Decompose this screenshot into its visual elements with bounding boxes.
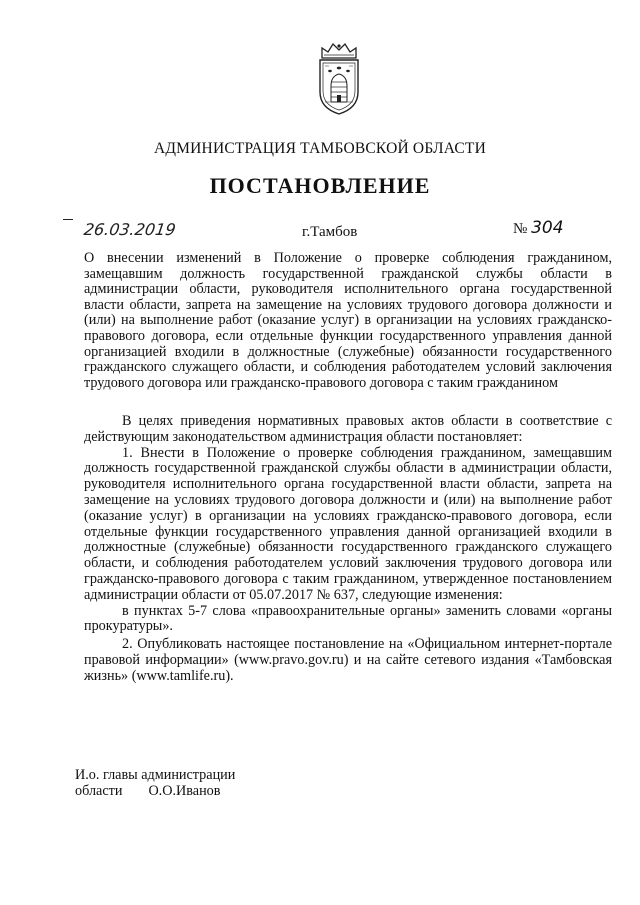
item-2-paragraph: 2. Опубликовать настоящее постановление на «Официальном интернет-портале правовой информации» (www.pravo.gov.ru) и на сайте сетевого издания «Тамбовская жизнь» (www.tamlife.ru). (84, 636, 612, 684)
signatory-position-line1: И.о. главы администрации (75, 767, 236, 783)
coat-of-arms-icon (314, 40, 364, 116)
document-subject: О внесении изменений в Положение о проверке соблюдения гражданином, замещавшим должность государственной гражданской службы области в администрации области, руководителя исполнительного органа государственной власти области, запрета на замещение на условиях трудового договора должности и (или) на выполнение работ (оказание услуг) в организации на условиях гражданско-правового договора, если отдельные функции государственного управления данной организацией входили в должностные (служебные) обязанности государственного гражданского служащего области, и соблюдения работодателем условий заключения трудового договора или гражданско-правового договора с таким гражданином (84, 250, 612, 391)
document-body (84, 414, 612, 685)
date-dash (63, 219, 73, 220)
document-type-title: ПОСТАНОВЛЕНИЕ (209, 173, 431, 198)
number-prefix: № (513, 221, 528, 237)
preamble-paragraph: В целях приведения нормативных правовых актов области в соответствие с действующим законодательством администрация области постановляет: (84, 413, 612, 445)
signatory-name: О.О.Иванов (148, 783, 221, 799)
number-value: 304 (531, 218, 564, 238)
item-1-paragraph: 1. Внести в Положение о проверке соблюдения гражданином, замещавшим должность государственной гражданской службы области в администрации области, руководителя исполнительного органа государственной власти области, запрета на замещение на условиях трудового договора должности и (или) на выполнение работ (оказание услуг) в организации на условиях гражданско-правового договора, если отдельные функции государственного управления данной организацией входили в должностные (служебные) обязанности государственного гражданского служащего области, и соблюдения работодателем условий заключения трудового договора или гражданско-правового договора с таким гражданином, утвержденное постановлением администрации области от 05.07.2017 № 637, следующие изменения: (84, 444, 612, 603)
signatory-position-area: области (75, 783, 123, 799)
document-city: г.Тамбов (302, 224, 358, 240)
signatory-position-line2 (75, 783, 235, 799)
document-date: 26.03.2019 (82, 220, 177, 239)
signature-block (75, 767, 235, 799)
item-1-change-paragraph: в пунктах 5-7 слова «правоохранительные органы» заменить словами «органы прокуратуры». (84, 602, 612, 635)
organization-name: АДМИНИСТРАЦИЯ ТАМБОВСКОЙ ОБЛАСТИ (154, 140, 486, 157)
document-number (513, 218, 564, 238)
